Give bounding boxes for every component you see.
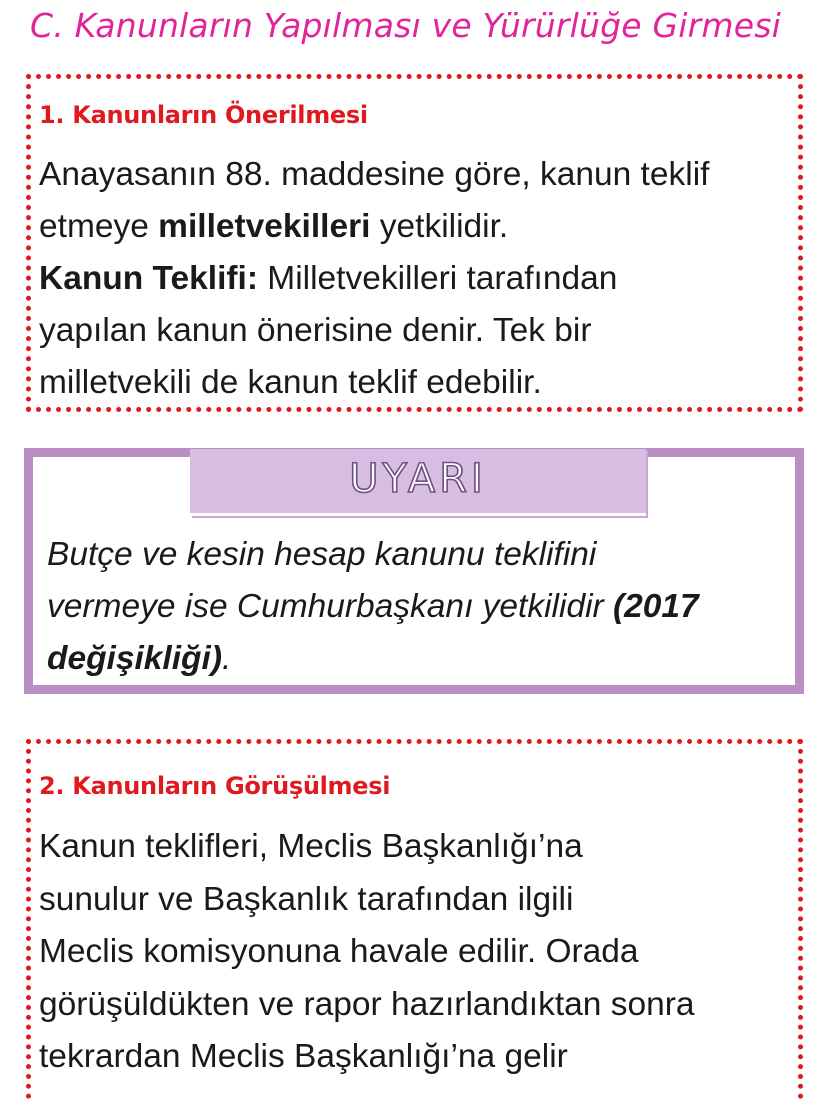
text-line <box>47 581 699 633</box>
text-line: yapılan kanun önerisine denir. Tek bir <box>39 312 592 349</box>
term-label: Kanun Teklifi: <box>39 260 258 297</box>
text-line: görüşüldükten ve rapor hazırlandıktan sonra <box>39 985 695 1023</box>
text-line: Anayasanın 88. maddesine göre, kanun teklif <box>39 156 710 193</box>
section-discussion-text <box>39 821 695 1084</box>
text-line: Meclis komisyonuna havale edilir. Orada <box>39 933 639 970</box>
section-proposal-box <box>26 74 803 412</box>
text-span: . <box>221 640 232 677</box>
text-line <box>39 253 709 305</box>
text-line <box>47 633 699 685</box>
warning-label: UYARI <box>190 449 646 516</box>
text-line: sunulur ve Başkanlık tarafından ilgili <box>39 880 574 918</box>
section-heading-proposal: 1. Kanunların Önerilmesi <box>39 101 368 129</box>
text-span: etmeye <box>39 208 159 245</box>
text-line: Kanun teklifleri, Meclis Başkanlığı’na <box>39 828 583 865</box>
emphasis-text: (2017 <box>612 588 699 625</box>
text-line: tekrardan Meclis Başkanlığı’na gelir <box>39 1038 568 1075</box>
section-heading-discussion: 2. Kanunların Görüşülmesi <box>39 772 391 800</box>
text-span: vermeye ise Cumhurbaşkanı yetkilidir <box>47 588 613 625</box>
text-line: Butçe ve kesin hesap kanunu teklifini <box>47 536 597 573</box>
page-title: C. Kanunların Yapılması ve Yürürlüğe Girmesi <box>30 6 781 45</box>
text-span: Milletvekilleri tarafından <box>258 260 618 297</box>
emphasis-text: değişikliği) <box>47 640 222 677</box>
text-line: milletvekili de kanun teklif edebilir. <box>39 364 542 401</box>
warning-box <box>24 448 804 694</box>
section-proposal-text <box>39 149 709 409</box>
warning-text <box>47 529 699 685</box>
text-line <box>39 201 709 253</box>
text-span: yetkilidir. <box>370 208 509 245</box>
section-discussion-box <box>26 739 803 1099</box>
emphasis-text: milletvekilleri <box>158 208 371 245</box>
